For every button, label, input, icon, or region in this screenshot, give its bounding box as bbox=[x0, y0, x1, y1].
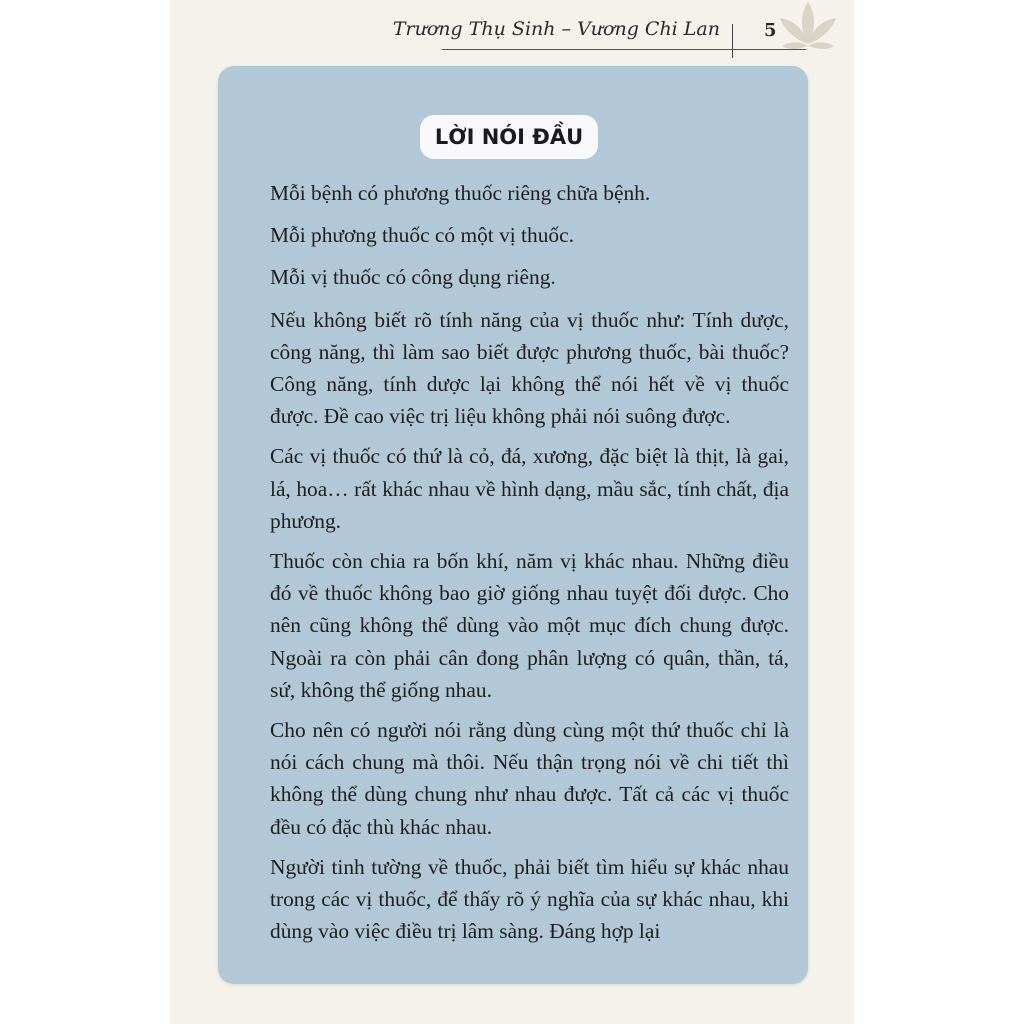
running-title: Trương Thụ Sinh – Vương Chi Lan bbox=[392, 18, 720, 40]
header-rule bbox=[442, 49, 806, 50]
paragraph: Cho nên có người nói rằng dùng cùng một thứ thuốc chỉ là nói cách chung mà thôi. Nếu thận trọng nói về chi tiết thì không thể dùng chung như nhau được. Tất cả các vị thuốc đều có đặc thù khác nhau. bbox=[270, 718, 789, 839]
chapter-heading: LỜI NÓI ĐẦU bbox=[420, 115, 598, 159]
header-separator bbox=[732, 24, 733, 58]
paragraph: Mỗi bệnh có phương thuốc riêng chữa bệnh. bbox=[270, 181, 651, 205]
paragraph: Nếu không biết rõ tính năng của vị thuốc như: Tính dược, công năng, thì làm sao biết được phương thuốc, bài thuốc? Công năng, tính dược lại không thể nói hết về vị thuốc được. Đề cao việc trị liệu không phải nói suông được. bbox=[270, 307, 789, 429]
paragraph: Người tinh tường về thuốc, phải biết tìm hiểu sự khác nhau trong các vị thuốc, để thấy rõ ý nghĩa của sự khác nhau, khi dùng vào việc điều trị lâm sàng. Đáng hợp lại bbox=[270, 854, 789, 944]
paragraph: Các vị thuốc có thứ là cỏ, đá, xương, đặc biệt là thịt, là gai, lá, hoa… rất khác nhau về hình dạng, mầu sắc, tính chất, địa phương. bbox=[270, 444, 789, 533]
body-text bbox=[270, 177, 789, 955]
paragraph: Thuốc còn chia ra bốn khí, năm vị khác nhau. Những điều đó về thuốc không bao giờ giống nhau tuyệt đối được. Cho nên cũng không thể dùng vào một mục đích chung được. Ngoài ra còn phải cân đong phân lượng có quân, thần, tá, sứ, không thể giống nhau. bbox=[270, 549, 789, 702]
leaf-ornament-icon bbox=[778, 0, 838, 70]
running-header bbox=[170, 14, 854, 54]
paragraph: Mỗi phương thuốc có một vị thuốc. bbox=[270, 223, 574, 248]
page-number: 5 bbox=[764, 20, 777, 41]
paragraph: Mỗi vị thuốc có công dụng riêng. bbox=[270, 265, 556, 290]
book-page bbox=[170, 0, 854, 1024]
content-panel bbox=[218, 66, 808, 984]
